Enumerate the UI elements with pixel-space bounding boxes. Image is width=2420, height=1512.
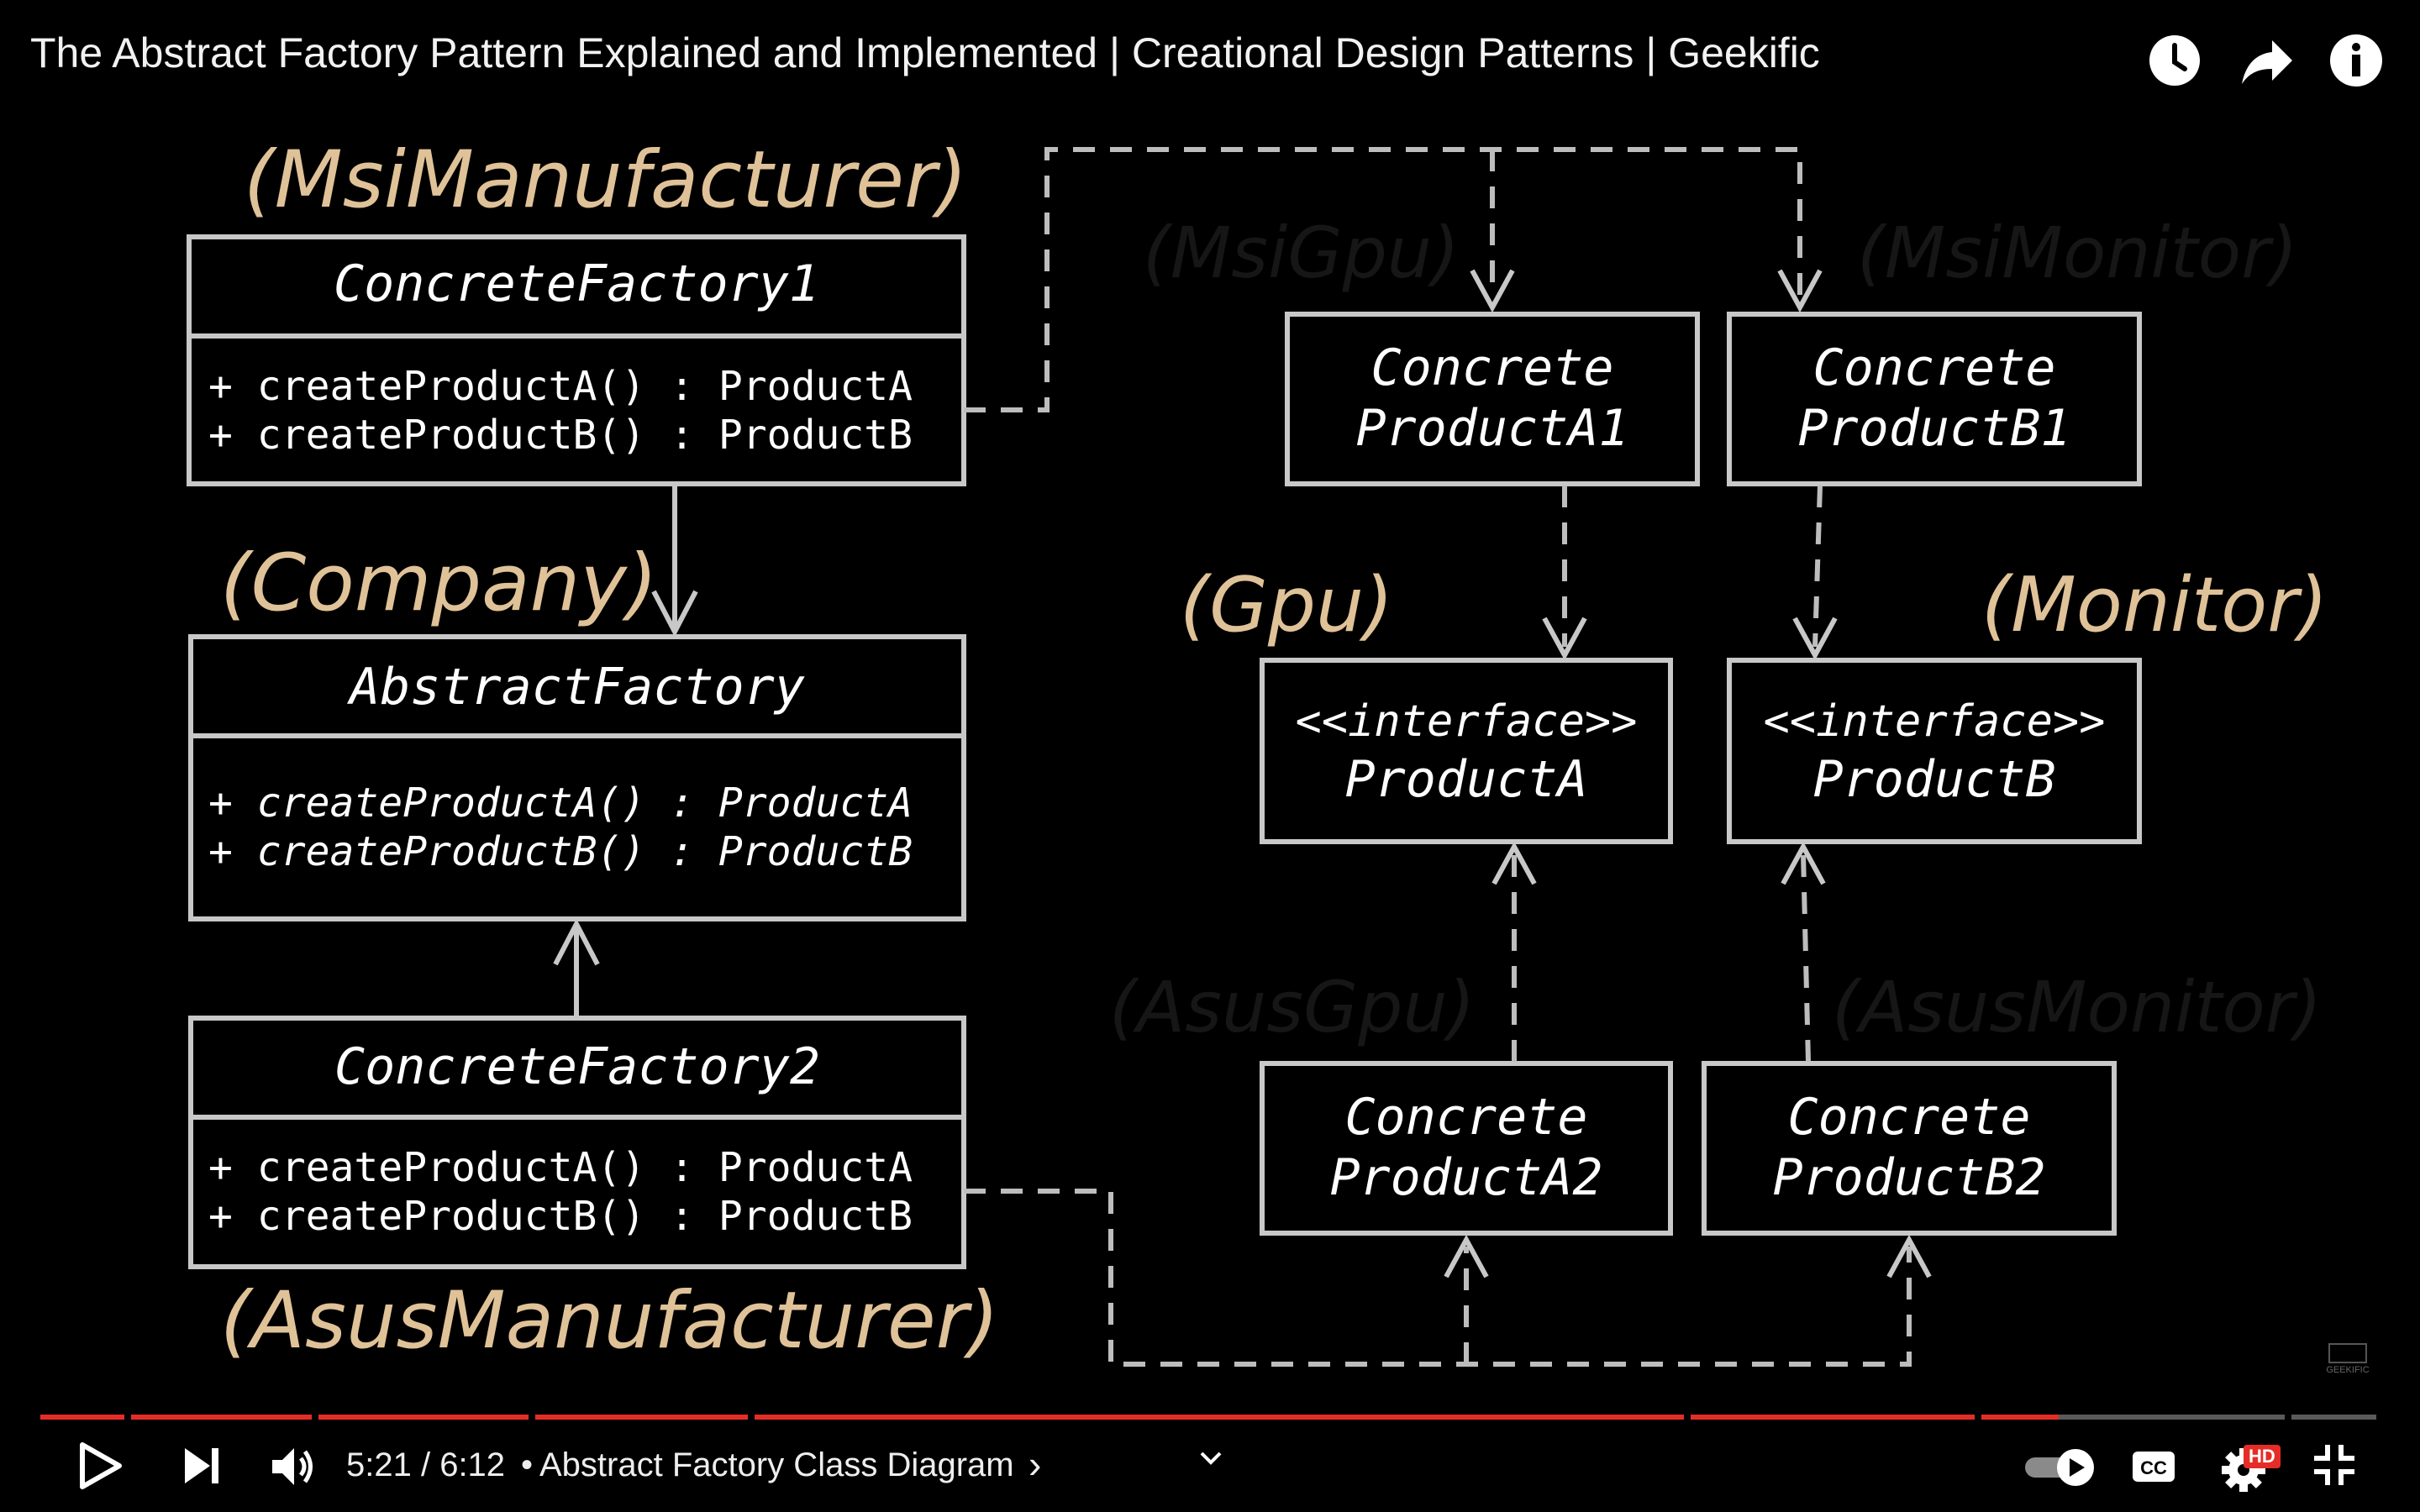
abstract-factory-method-b: + createProductB() : ProductB: [208, 828, 913, 875]
chapter-title[interactable]: Abstract Factory Class Diagram: [539, 1446, 1014, 1483]
svg-text:Concrete: Concrete: [1344, 1088, 1588, 1147]
hd-badge: HD: [2244, 1445, 2281, 1468]
video-title[interactable]: The Abstract Factory Pattern Explained and Implemented | Creational Design Patterns | Geekific: [30, 29, 1820, 76]
label-asus-manufacturer: (AsusManufacturer): [220, 1275, 999, 1367]
exit-fullscreen-icon[interactable]: [2312, 1443, 2356, 1487]
concrete-product-b1-box: [1729, 314, 2139, 484]
progress-played-segment[interactable]: [40, 1415, 124, 1420]
label-company: (Company): [220, 538, 658, 629]
svg-text:Concrete: Concrete: [1787, 1088, 2031, 1147]
progress-played-segment[interactable]: [318, 1415, 529, 1420]
next-icon[interactable]: [183, 1446, 220, 1485]
progress-unplayed-segment[interactable]: [2059, 1415, 2285, 1420]
svg-text:<<interface>>: <<interface>>: [1295, 696, 1638, 747]
closed-captions-icon[interactable]: [2131, 1450, 2176, 1483]
svg-text:Concrete: Concrete: [1370, 339, 1614, 397]
concrete-product-b2-box: [1704, 1063, 2114, 1233]
svg-text:ProductA2: ProductA2: [1329, 1148, 1603, 1207]
chevron-down-icon[interactable]: [1198, 1448, 1223, 1468]
ghost-label-asus-gpu: (AsusGpu): [1109, 966, 1476, 1048]
svg-text:ProductA: ProductA: [1344, 750, 1588, 809]
svg-text:<<interface>>: <<interface>>: [1763, 696, 2106, 747]
abstract-factory-name: AbstractFactory: [350, 658, 805, 717]
svg-text:GEEKIFIC: GEEKIFIC: [2326, 1365, 2370, 1375]
interface-product-a-box: [1262, 660, 1670, 842]
concrete-factory2-method-a: + createProductA() : ProductA: [208, 1144, 913, 1191]
chapter-chevron-icon[interactable]: ›: [1028, 1442, 1042, 1486]
geekific-watermark: [2326, 1344, 2369, 1375]
ghost-label-msi-monitor: (MsiMonitor): [1857, 212, 2298, 294]
concrete-factory1-box: [189, 237, 964, 484]
progress-played-segment[interactable]: [535, 1415, 748, 1420]
label-gpu: (Gpu): [1180, 561, 1394, 649]
progress-played-segment[interactable]: [755, 1415, 1684, 1420]
dashed-factory2-to-b2: [964, 1191, 1909, 1364]
concrete-factory2-method-b: + createProductB() : ProductB: [208, 1193, 913, 1240]
dashed-b1-to-product-b: [1815, 486, 1820, 647]
progress-played-segment[interactable]: [1691, 1415, 1974, 1420]
progress-played-segment[interactable]: [131, 1415, 311, 1420]
concrete-product-a1-box: [1287, 314, 1697, 484]
autoplay-toggle[interactable]: [2022, 1446, 2099, 1488]
volume-icon[interactable]: [269, 1443, 316, 1490]
time-display: 5:21 / 6:12: [346, 1446, 506, 1483]
svg-text:ProductB: ProductB: [1812, 750, 2056, 809]
concrete-factory2-name: ConcreteFactory2: [334, 1037, 820, 1096]
concrete-factory1-name: ConcreteFactory1: [334, 255, 819, 313]
svg-text:ProductA1: ProductA1: [1355, 399, 1629, 458]
svg-text:Concrete: Concrete: [1812, 339, 2056, 397]
dashed-b2-to-product-b: [1803, 853, 1808, 1062]
label-msi-manufacturer: (MsiManufacturer): [244, 134, 968, 226]
svg-text:ProductB1: ProductB1: [1797, 399, 2071, 458]
label-monitor: (Monitor): [1981, 561, 2328, 649]
abstract-factory-box: [191, 637, 964, 919]
ghost-label-asus-monitor: (AsusMonitor): [1832, 966, 2323, 1048]
concrete-factory1-method-a: + createProductA() : ProductA: [208, 363, 913, 410]
time-separator: •: [521, 1446, 534, 1483]
abstract-factory-method-a: + createProductA() : ProductA: [208, 780, 913, 827]
concrete-product-a2-box: [1262, 1063, 1670, 1233]
concrete-factory2-box: [191, 1018, 964, 1267]
ghost-label-msi-gpu: (MsiGpu): [1143, 212, 1460, 294]
svg-text:CC: CC: [2140, 1457, 2167, 1478]
concrete-factory1-method-b: + createProductB() : ProductB: [208, 412, 913, 459]
svg-text:ProductB2: ProductB2: [1772, 1148, 2046, 1207]
progress-unplayed-segment[interactable]: [2291, 1415, 2376, 1420]
play-icon[interactable]: [76, 1441, 124, 1490]
interface-product-b-box: [1729, 660, 2139, 842]
progress-played-segment[interactable]: [1981, 1415, 2060, 1420]
